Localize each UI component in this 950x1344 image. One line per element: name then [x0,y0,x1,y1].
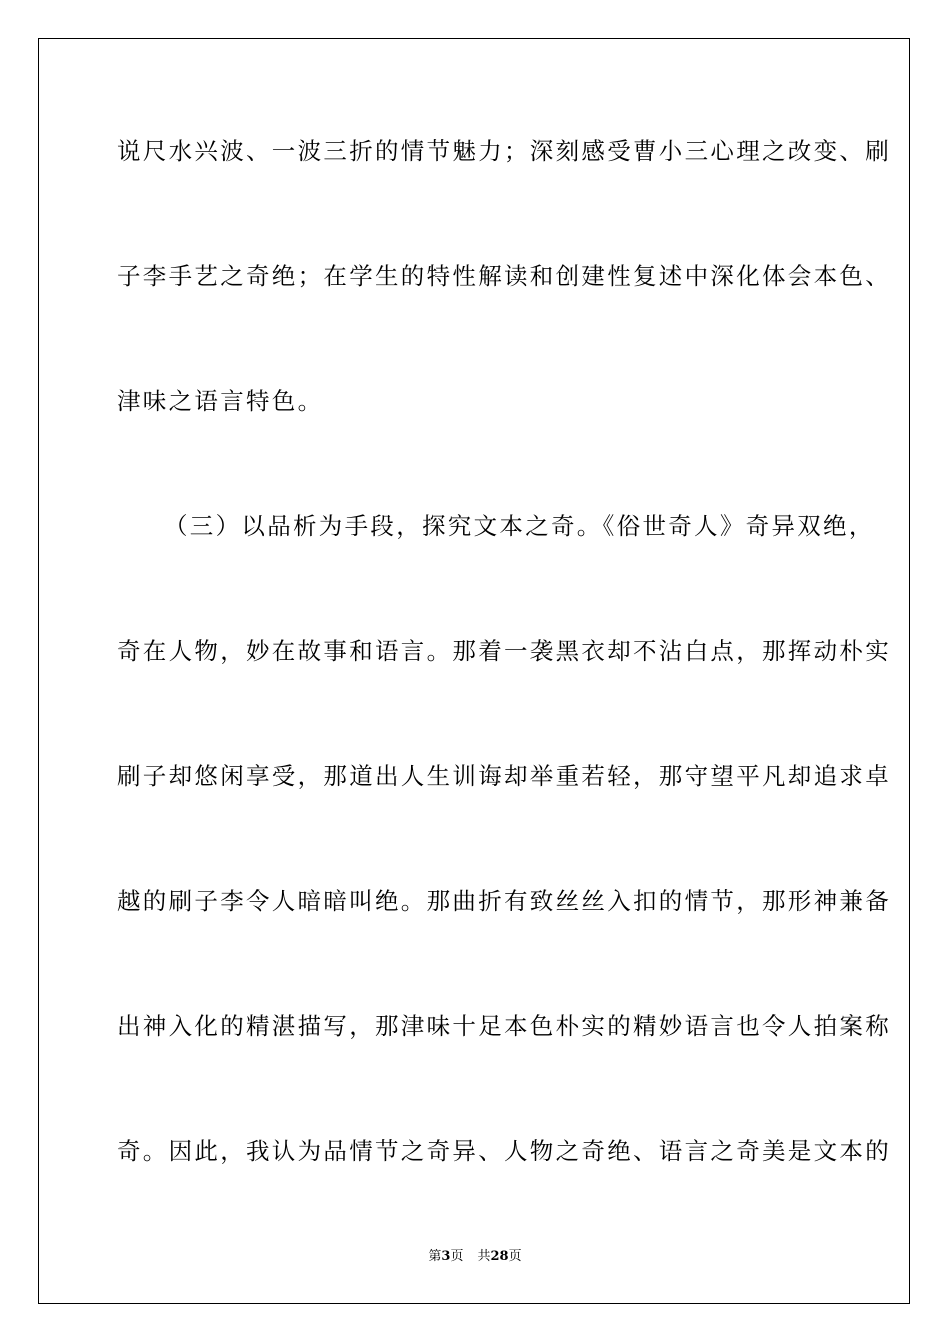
footer-page-prefix: 第 [428,1249,442,1264]
body-line-7: 越的刷子李令人暗暗叫绝。那曲折有致丝丝入扣的情节，那形神兼备 [117,887,891,915]
page-footer [0,1248,950,1266]
body-line-8: 出神入化的精湛描写，那津味十足本色朴实的精妙语言也令人拍案称 [117,1012,891,1040]
footer-total-prefix: 共 [477,1249,491,1264]
page-border [38,38,910,1304]
footer-total-suffix: 页 [508,1249,522,1264]
body-line-2: 子李手艺之奇绝；在学生的特性解读和创建性复述中深化体会本色、 [117,262,891,290]
body-line-1: 说尺水兴波、一波三折的情节魅力；深刻感受曹小三心理之改变、刷 [117,137,891,165]
body-line-5: 奇在人物，妙在故事和语言。那着一袭黑衣却不沾白点，那挥动朴实 [117,637,891,665]
body-line-6: 刷子却悠闲享受，那道出人生训诲却举重若轻，那守望平凡却追求卓 [117,762,891,790]
footer-page-suffix: 页 [450,1249,464,1264]
body-line-4: （三）以品析为手段，探究文本之奇。《俗世奇人》奇异双绝， [164,512,875,540]
footer-total-pages: 28 [490,1249,509,1264]
body-line-9: 奇。因此，我认为品情节之奇异、人物之奇绝、语言之奇美是文本的 [117,1137,891,1165]
footer-page-number: 3 [441,1249,451,1264]
body-line-3: 津味之语言特色。 [117,387,324,415]
